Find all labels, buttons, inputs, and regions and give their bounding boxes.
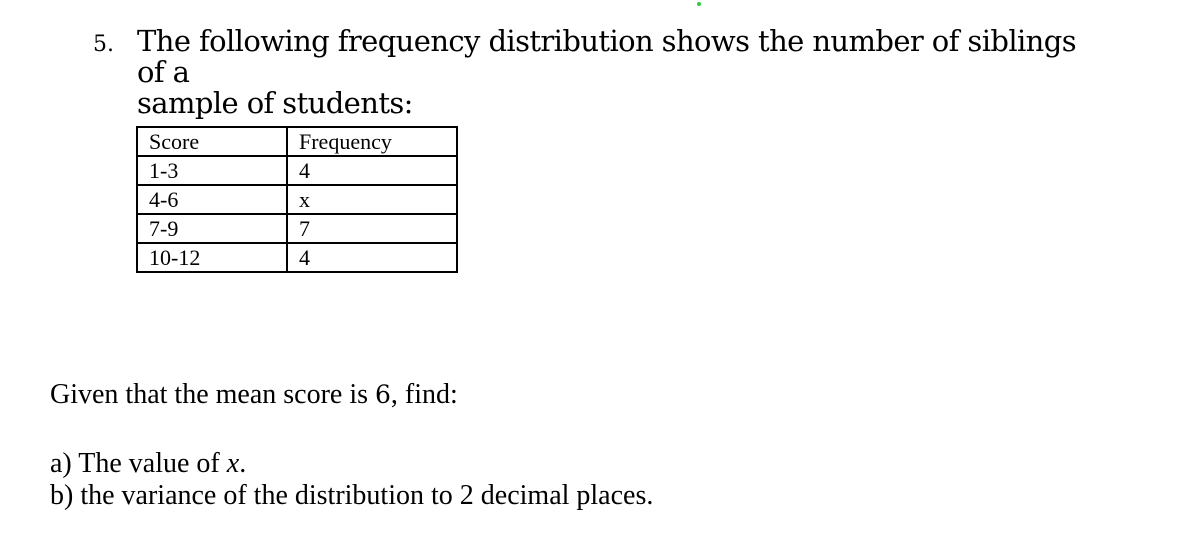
frequency-cell: x [287, 185, 457, 214]
table-row [137, 214, 457, 243]
part-b: b) the variance of the distribution to 2 decimal places. [50, 480, 654, 511]
header-frequency: Frequency [287, 127, 457, 156]
score-cell: 7-9 [137, 214, 287, 243]
frequency-cell: 4 [287, 243, 457, 272]
part-a-prefix: a) The value of [50, 448, 227, 479]
frequency-cell: 7 [287, 214, 457, 243]
score-cell: 10-12 [137, 243, 287, 272]
part-a [50, 448, 653, 480]
frequency-cell: 4 [287, 156, 457, 185]
table-header-row [137, 127, 457, 156]
given-statement [50, 378, 458, 412]
question-number: 5. [93, 32, 114, 57]
table-row [137, 156, 457, 185]
given-prefix: Given that the mean score is [50, 379, 376, 410]
table-row [137, 243, 457, 272]
score-cell: 4-6 [137, 185, 287, 214]
frequency-table [136, 126, 458, 273]
header-score: Score [137, 127, 287, 156]
given-mean-value: 6 [375, 380, 391, 409]
part-a-variable: x [226, 448, 240, 479]
question-line-2: sample of students: [137, 86, 413, 120]
score-cell: 1-3 [137, 156, 287, 185]
question-5 [93, 26, 1093, 119]
given-suffix: , find: [390, 379, 458, 410]
question-parts [50, 448, 653, 512]
part-a-suffix: . [239, 448, 247, 479]
green-dot-marker [697, 2, 701, 6]
question-line-1: The following frequency distribution shows the number of siblings of a [137, 24, 1077, 89]
table-row [137, 185, 457, 214]
